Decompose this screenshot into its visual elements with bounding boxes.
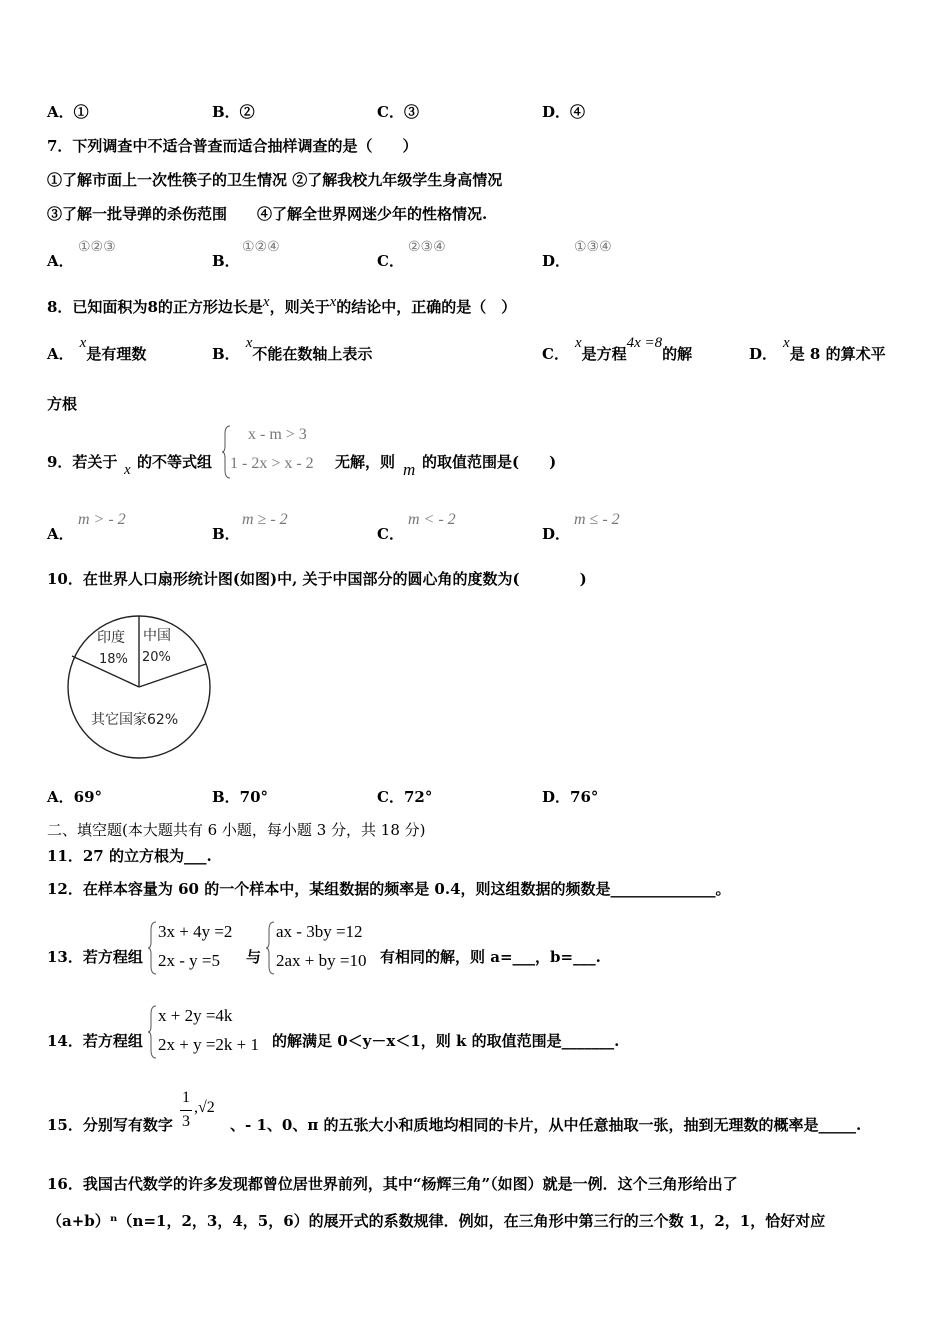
q9-stem-a: 9．若关于 [47,453,118,471]
q9-option-d-key: D． [542,525,571,543]
q8-option-b-key: B． [212,345,240,363]
q8-var-x: x [329,294,337,310]
q6-option-d: D．④ [542,103,586,121]
q9-inequality-system [222,424,314,484]
q7-stem: 7．下列调查中不适合普查而适合抽样调查的是（ ） [47,137,418,155]
q9-option-a: m > - 2 [78,511,126,528]
q14-stem-a: 14．若方程组 [47,1032,143,1050]
q7-item-line1: ①了解市面上一次性筷子的卫生情况 ②了解我校九年级学生身高情况 [47,171,503,189]
q8-option-d-key: D． [749,345,778,363]
q7-option-a-key: A． [47,252,74,270]
q13-brace-1 [148,920,158,976]
pie-label-china: 中国 [143,628,171,644]
q8-stem-number: 8 [147,298,158,316]
q8-var-x: x [783,335,790,351]
q9-var-x: x [124,462,131,478]
q15-frac-bar [180,1110,192,1111]
q9-option-a-key: A． [47,525,74,543]
q14-tail: 的解满足 0＜y－x＜1，则 k 的取值范围是_______. [272,1032,620,1050]
q9-stem-b: 的不等式组 [137,453,213,471]
q13-stem-a: 13．若方程组 [47,948,143,966]
q12: 12．在样本容量为 60 的一个样本中，某组数据的频率是 0.4，则这组数据的频数是______________。 [47,880,731,898]
q8-option-d-continued: 方根 [47,395,78,413]
section-heading-fill-in: 二、填空题(本大题共有 6 小题，每小题 3 分，共 18 分) [47,821,426,839]
q8-option-a-text: 是有理数 [86,345,147,363]
q8-option-c-text: 是方程 [581,345,627,363]
q16-line2: （a+b）ⁿ（n=1，2，3，4，5，6）的展开式的系数规律．例如，在三角形中第三行的三个数 1，2，1，恰好对应 [47,1212,826,1230]
q9-option-b: m ≥ - 2 [242,511,288,528]
q9-var-m: m [403,460,416,479]
q9-option-c-key: C． [377,525,404,543]
pie-label-india: 印度 [97,630,125,646]
q8-stem-part: 8．已知面积为 [47,298,148,316]
pie-pct-india: 18% [99,652,128,667]
pie-label-other [91,712,178,728]
q10-pie-chart [60,612,220,762]
q7-option-a: ①②③ [78,239,116,255]
q10-stem: 10．在世界人口扇形统计图(如图)中, 关于中国部分的圆心角的度数为( ) [47,570,587,588]
q8-var-x: x [262,294,270,310]
q9-option-c: m < - 2 [408,511,456,528]
q9-eq2: 1 - 2x > x - 2 [230,455,314,472]
q15-frac-denominator: 3 [182,1113,190,1130]
q9-eq1: x - m > 3 [248,426,307,443]
q8-stem-part: 的正方形边长是 [157,298,263,316]
q13-sys2-eq1: ax - 3by =12 [276,922,363,941]
q13-system-2 [266,920,367,980]
q16-line1: 16．我国古代数学的许多发现都曾位居世界前列，其中“杨辉三角”（如图）就是一例．这个三角形给出了 [47,1175,738,1193]
q15-stem-a: 15．分别写有数字 [47,1116,173,1134]
pie-pct-other: 62% [147,712,179,728]
q8-option-b-text: 不能在数轴上表示 [252,345,373,363]
q6-option-b: B．② [212,103,255,121]
q10-option-a: A．69° [47,788,103,806]
q9-option-d: m ≤ - 2 [574,511,620,528]
q10-option-b: B．70° [212,788,269,806]
q8-option-c [542,335,693,365]
q13-system-1 [148,920,233,980]
q7-option-c: ②③④ [408,239,446,255]
q13-tail: 有相同的解，则 a=___，b=___. [380,948,601,966]
q8-var-x: x [245,335,253,351]
q8-var-x: x [79,335,87,351]
q8-option-a-key: A． [47,345,74,363]
q9-option-b-key: B． [212,525,240,543]
q13-sys1-eq2: 2x - y =5 [158,951,220,970]
q14-eq1: x + 2y =4k [158,1006,233,1025]
q14-eq2: 2x + y =2k + 1 [158,1035,260,1054]
q6-option-c: C．③ [377,103,419,121]
q15-sqrt: ,√2 [194,1099,215,1116]
q8-var-x: x [574,335,582,351]
q7-option-b-key: B． [212,252,240,270]
q8-option-c-equation: 4x =8 [626,335,663,351]
q7-option-c-key: C． [377,252,404,270]
q15-sqrt-value: √2 [198,1099,215,1116]
q8-option-c-key: C． [542,345,569,363]
q8-option-c-tail: 的解 [662,345,693,363]
q8-stem-part: 的结论中，正确的是（ ） [336,298,517,316]
q11: 11．27 的立方根为___. [47,847,212,865]
q13-brace-2 [266,920,276,976]
q13-sys2-eq2: 2ax + by =10 [276,951,367,970]
q9-stem-d: 的取值范围是( ) [422,453,557,471]
pie-label-other-name: 其它国家 [91,712,147,728]
q8-option-b [212,335,373,365]
q7-item-line2: ③了解一批导弹的杀伤范围 ④了解全世界网迷少年的性格情况. [47,205,488,223]
q14-system [148,1004,260,1064]
q7-option-d-key: D． [542,252,571,270]
q8-option-a [47,335,147,365]
q14-brace [148,1004,158,1060]
q13-mid: 与 [246,948,262,966]
q8-stem [47,294,517,318]
pie-pct-china: 20% [142,650,171,665]
q15-frac-numerator: 1 [182,1089,190,1106]
q10-option-c: C．72° [377,788,433,806]
q8-option-d [749,335,886,365]
q8-stem-part: ，则关于 [269,298,330,316]
q6-option-a: A．① [47,103,89,121]
q8-option-d-text: 是 8 的算术平 [789,345,886,363]
q10-option-d: D．76° [542,788,599,806]
q9-stem-c: 无解，则 [335,453,396,471]
q15-tail: 、- 1、0、π 的五张大小和质地均相同的卡片，从中任意抽取一张，抽到无理数的概率是_____. [230,1116,862,1134]
q7-option-d: ①③④ [574,239,612,255]
q7-option-b: ①②④ [242,239,280,255]
q13-sys1-eq1: 3x + 4y =2 [158,922,233,941]
